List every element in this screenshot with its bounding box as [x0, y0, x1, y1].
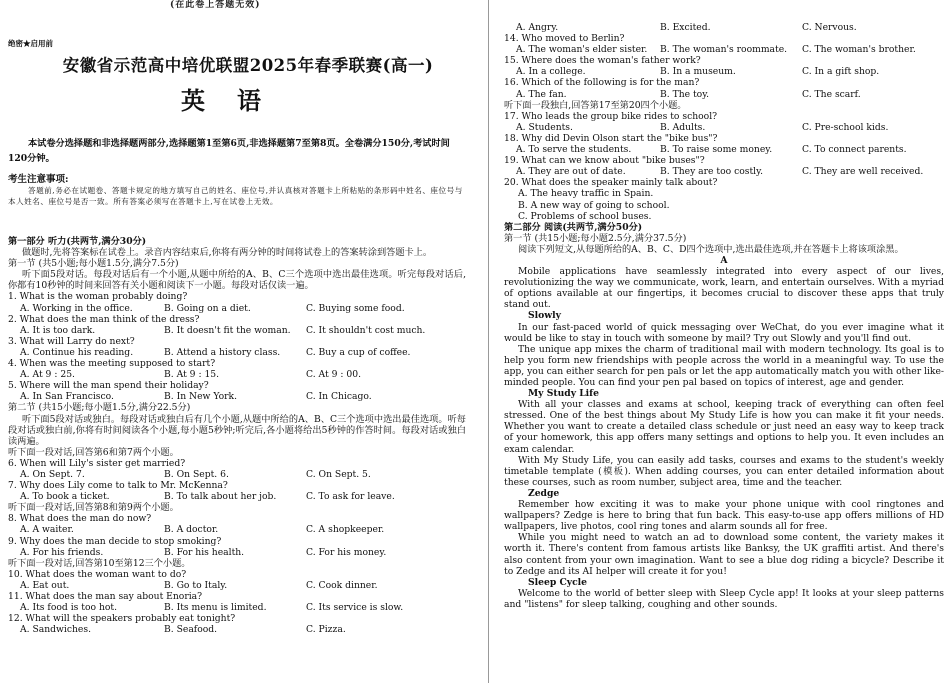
listen-instruction-10: 听下面一段对话,回答第10至第12三个小题。 [8, 557, 191, 569]
app-name-slowly: Slowly [528, 310, 561, 322]
option-a: A. At 9 : 25. [20, 369, 75, 381]
question-text: 11. What does the man say about Enoria? [8, 591, 203, 602]
exam-title: 安徽省示范高中培优联盟2025年春季联赛(高一) [62, 56, 434, 75]
option-b: B. Seafood. [164, 624, 218, 636]
app-name-my-study-life: My Study Life [528, 388, 599, 400]
option-b: B. Adults. [660, 121, 706, 133]
question-text: 10. What does the woman want to do? [8, 568, 187, 580]
question-2 [8, 314, 466, 336]
question-4 [8, 358, 466, 380]
paragraph: In our fast-paced world of quick messaging over WeChat, do you ever imagine what it would be like to stay in touch with someone by mail? Try out Slowly and you'll find out. [504, 321, 944, 344]
listen-instruction-17: 听下面一段独白,回答第17至第20四个小题。 [504, 99, 687, 111]
option-a: A. Students. [516, 121, 573, 133]
notice-title: 考生注意事项: [8, 174, 69, 185]
option-b: B. At 9 : 15. [164, 369, 220, 381]
option-b: B. It doesn't fit the woman. [164, 324, 291, 336]
option-b: B. In New York. [164, 391, 237, 403]
option-c: C. In Chicago. [306, 391, 372, 403]
paragraph: With all your classes and exams at school, keeping track of everything can often feel stressed. One of the best things about My Study Life is how you can make it fit your needs. Whether you want to create a detailed class schedule or just need an easy way to keep track of your homework, this app offers many settings and options to help you. It even includes an exam calendar. [504, 399, 944, 455]
option-c: C. They are well received. [802, 166, 924, 178]
app-name-sleep-cycle: Sleep Cycle [528, 576, 588, 588]
question-11 [8, 591, 466, 613]
question-text: 7. Why does Lily come to talk to Mr. McKenna? [8, 480, 228, 492]
passage-label: A [720, 254, 728, 266]
option-b: B. Go to Italy. [164, 579, 228, 591]
sec1-intro: 听下面5段对话。每段对话后有一个小题,从题中所给的A、B、C三个选项中选出最佳选项。听完每段对话后,你都有10秒钟的时间来回答有关小题和阅读下一小题。每段对话仅读一遍。 [8, 269, 466, 292]
option-a: A. Sandwiches. [20, 624, 91, 636]
part1-heading: 第一部分 听力(共两节,满分30分) [8, 236, 147, 247]
option-a: A. The woman's elder sister. [516, 44, 648, 56]
question-text: 14. Who moved to Berlin? [504, 33, 625, 45]
option-b: B. They are too costly. [660, 166, 763, 178]
question-text: 12. What will the speakers probably eat tonight? [8, 613, 236, 625]
option-c: C. On Sept. 5. [306, 468, 371, 480]
option-c: C. To ask for leave. [306, 491, 395, 503]
question-8 [8, 513, 466, 535]
option-a: A. Its food is too hot. [20, 602, 118, 614]
question-text: 16. Which of the following is for the man? [504, 77, 700, 89]
option-a: A. Working in the office. [20, 302, 133, 314]
option-b: B. Going on a diet. [164, 302, 251, 314]
question-9 [8, 536, 466, 558]
question-text: 17. Who leads the group bike rides to school? [504, 110, 718, 122]
option-b: B. The woman's roommate. [660, 44, 788, 56]
question-15 [504, 55, 944, 77]
subject-title: 英语 [181, 87, 293, 115]
option-a: A. For his friends. [20, 546, 104, 558]
column-divider [488, 0, 489, 683]
option-c: C. Cook dinner. [306, 579, 378, 591]
question-14 [504, 33, 944, 55]
question-text: 5. Where will the man spend their holiday? [8, 380, 209, 392]
question-text: 19. What can we know about "bike buses"? [504, 155, 705, 167]
option-c: C. Buy a cup of coffee. [306, 346, 411, 358]
question-text: 8. What does the man do now? [8, 513, 152, 525]
question-10 [8, 569, 466, 591]
option-a: A. The heavy traffic in Spain. [518, 188, 654, 200]
option-a: A. In San Francisco. [20, 391, 114, 403]
option-c: C. Pizza. [306, 624, 346, 636]
question-text: 18. Why did Devin Olson start the "bike bus"? [504, 132, 718, 144]
option-a: A. They are out of date. [516, 166, 626, 178]
option-c: C. Its service is slow. [306, 602, 404, 614]
question-text: 20. What does the speaker mainly talk about? [504, 177, 718, 189]
paragraph: With My Study Life, you can easily add tasks, courses and exams to the student's weekly timetable template (模板). When adding courses, you can enter detailed information about these courses, such as room number, subject area, time and the teacher. [504, 454, 944, 488]
question-12 [8, 613, 466, 635]
app-name-zedge: Zedge [528, 487, 560, 499]
option-b: B. Attend a history class. [164, 346, 281, 358]
option-c: C. At 9 : 00. [306, 369, 362, 381]
option-b: B. Its menu is limited. [164, 602, 267, 614]
sec2-heading: 第二节 (共15小题;每小题1.5分,满分22.5分) [8, 402, 191, 414]
option-c: C. For his money. [306, 546, 387, 558]
question-1 [8, 291, 466, 313]
question-16 [504, 77, 944, 99]
option-a: A. The fan. [516, 88, 567, 100]
option-b: B. Excited. [660, 22, 711, 33]
part1-intro: 做题时,先将答案标在试卷上。录音内容结束后,你将有两分钟的时间将试卷上的答案转涂到答题卡上。 [22, 247, 433, 259]
passage-intro: Mobile applications have seamlessly integrated into every aspect of our lives, revolutionizing the way we communicate, work, learn, and entertain ourselves. With a myriad of options available at our fingertips, it becomes crucial to discover these apps that truly stand out. [504, 266, 944, 311]
option-c: C. Buying some food. [306, 302, 405, 314]
question-text: 1. What is the woman probably doing? [8, 291, 188, 303]
option-c: C. A shopkeeper. [306, 524, 385, 536]
part2-heading: 第二部分 阅读(共两节,满分50分) [504, 221, 643, 233]
question-5 [8, 380, 466, 402]
secret-label: 绝密★启用前 [8, 39, 53, 48]
question-text: 3. What will Larry do next? [8, 335, 135, 347]
option-a: A. A waiter. [20, 524, 74, 536]
option-a: A. It is too dark. [20, 324, 96, 336]
question-text: 2. What does the man think of the dress? [8, 313, 200, 325]
sec1-heading: 第一节 (共5小题;每小题1.5分,满分7.5分) [8, 258, 179, 270]
option-b: B. To talk about her job. [164, 491, 277, 503]
exam-intro: 本试卷分选择题和非选择题两部分,选择题第1至第6页,非选择题第7至第8页。全卷满分150分,考试时间120分钟。 [8, 138, 450, 164]
question-13 [504, 22, 944, 33]
listen-instruction-6: 听下面一段对话,回答第6和第7两个小题。 [8, 446, 179, 458]
option-a: A. To book a ticket. [20, 491, 110, 503]
notice-text: 答题前,务必在试题卷、答题卡规定的地方填写自己的姓名、座位号,并认真核对答题卡上所粘贴的条形码中姓名、座位号与本人姓名、座位号是否一致。所有答案必须写在答题卡上,写在试卷上无效。 [8, 186, 463, 206]
option-b: B. A doctor. [164, 524, 219, 536]
paragraph: Welcome to the world of better sleep with Sleep Cycle app! It looks at your sleep patterns and "listens" for sleep talking, coughing and other sounds. [504, 587, 944, 610]
question-6 [8, 458, 466, 480]
question-3 [8, 336, 466, 358]
paragraph: While you might need to watch an ad to download some content, the variety makes it worth it. There's content from famous artists like Banksy, the UK graffiti artist. And there's also content from your own imagination. Want to see a blue dog riding a bicycle? Describe it to Zedge and its AI helper will create it for you! [504, 532, 944, 577]
listen-instruction-8: 听下面一段对话,回答第8和第9两个小题。 [8, 502, 179, 514]
part2-sec1-heading: 第一节 (共15小题;每小题2.5分,满分37.5分) [504, 232, 687, 244]
question-20 [504, 177, 944, 221]
option-a: A. On Sept. 7. [20, 468, 85, 480]
option-b: B. For his health. [164, 546, 245, 558]
option-a: A. To serve the students. [516, 144, 632, 156]
option-c: C. To connect parents. [802, 144, 907, 156]
option-c: C. The scarf. [802, 88, 861, 100]
question-text: 15. Where does the woman's father work? [504, 55, 701, 67]
option-c: C. Nervous. [802, 22, 857, 33]
option-b: B. In a museum. [660, 66, 736, 78]
option-b: B. To raise some money. [660, 144, 773, 156]
option-b: B. The toy. [660, 88, 710, 100]
option-b: B. On Sept. 6. [164, 468, 229, 480]
option-c: C. In a gift shop. [802, 66, 880, 78]
option-a: A. In a college. [516, 66, 586, 78]
question-18 [504, 133, 944, 155]
question-text: 6. When will Lily's sister get married? [8, 457, 186, 469]
option-a: A. Angry. [516, 22, 559, 33]
right-flow [504, 22, 944, 610]
option-a: A. Eat out. [20, 579, 70, 591]
question-7 [8, 480, 466, 502]
question-text: 9. Why does the man decide to stop smoking? [8, 535, 222, 547]
option-a: A. Continue his reading. [20, 346, 134, 358]
paragraph: Remember how exciting it was to make your phone unique with cool ringtones and wallpapers? Zedge is here to bring that fun back. This easy-to-use app offers millions of HD wallpapers, live photos, cool ring tones and alarm sounds all for free. [504, 499, 944, 533]
question-17 [504, 111, 944, 133]
option-c: C. Pre-school kids. [802, 121, 889, 133]
option-c: C. The woman's brother. [802, 44, 916, 56]
question-text: 4. When was the meeting supposed to start? [8, 358, 216, 370]
option-c: C. It shouldn't cost much. [306, 324, 426, 336]
part2-sec1-intro: 阅读下列短文,从每题所给的A、B、C、D四个选项中,选出最佳选项,并在答题卡上将该项涂黑。 [518, 243, 904, 255]
question-19 [504, 155, 944, 177]
paragraph: The unique app mixes the charm of traditional mail with modern technology. Its goal is to help you form new friendships with people across the world in a meaningful way. To use the app, you can either search for pen pals or let the app automatically match you with other like-minded people. You can find your pen pal based on topics of interest, age and gender. [504, 343, 944, 388]
option-c: C. Problems of school buses. [518, 210, 652, 222]
option-b: B. A new way of going to school. [518, 199, 670, 211]
invalid-stamp: (在此卷上答题无效) [170, 0, 261, 10]
sec2-intro: 听下面5段对话或独白。每段对话或独白后有几个小题,从题中所给的A、B、C三个选项中选出最佳选项。听每段对话或独白前,你将有时间阅读各个小题,每小题5秒钟;听完后,各小题将给出5秒钟的作答时间。每段对话或独白读两遍。 [8, 413, 466, 447]
listening-section [8, 236, 466, 635]
